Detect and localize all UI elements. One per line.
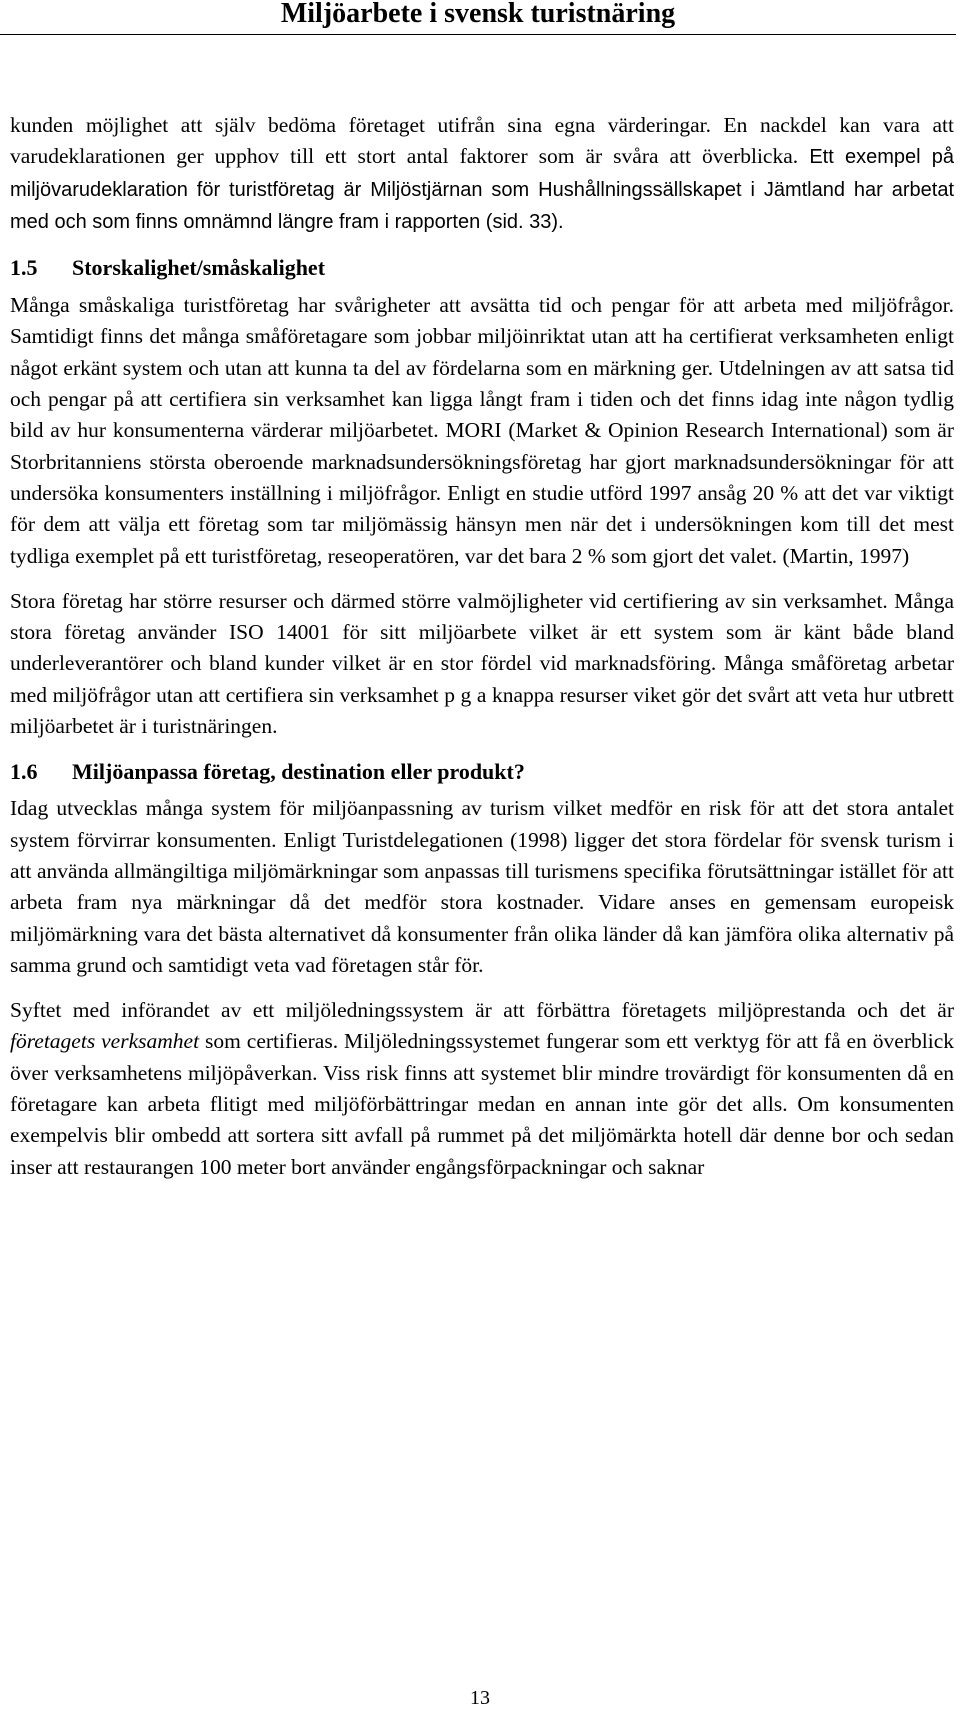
emphasis-text: företagets verksamhet (10, 1029, 200, 1054)
running-title: Miljöarbete i svensk turistnäring (280, 0, 676, 29)
page-header (0, 0, 956, 35)
paragraph-management-system (10, 995, 954, 1183)
paragraph-text: kunden möjlighet att själv bedöma företaget utifrån sina egna värderingar. En nackdel kan vara att varudeklarationen ger upphov till ett stort antal faktorer som är svåra att överblicka. (10, 113, 954, 169)
paragraph-continuation (10, 110, 954, 238)
section-title: Miljöanpassa företag, destination eller produkt? (72, 759, 525, 785)
paragraph-text-sans: Ett exempel på miljövarudeklaration för turistföretag är Miljöstjärnan som Hushållningssällskapet i Jämtland har arbetat med och som finns omnämnd längre fram i rapporten (sid. 33). (10, 146, 954, 233)
section-number: 1.5 (10, 255, 38, 281)
section-heading-1-5 (10, 252, 954, 283)
section-number: 1.6 (10, 759, 38, 785)
paragraph-eco-labels: Idag utvecklas många system för miljöanpassning av turism vilket medför en risk för att det stora antalet system förvirrar konsumenten. Enligt Turistdelegationen (1998) ligger det stora fördelar för svensk turism i att använda allmängiltiga miljömärkningar som anpassas till turismens specifika förutsättningar istället för att arbeta fram nya märkningar då det medför stora kostnader. Vidare anses en gemensam europeisk miljömärkning vara det bästa alternativet då konsumenter från olika länder då kan jämföra olika alternativ på samma grund och samtidigt veta vad företagen står för. (10, 796, 954, 977)
paragraph-text: Syftet med införandet av ett miljöledningssystem är att förbättra företagets miljöprestanda och det är (10, 998, 954, 1023)
section-heading-1-6 (10, 756, 954, 787)
paragraph-text: som certifieras. Miljöledningssystemet fungerar som ett verktyg för att få en överblick över verksamhetens miljöpåverkan. Viss risk finns att systemet blir mindre trovärdigt för konsumenten då en företagare kan arbeta flitigt med miljöförbättringar medan en annan inte gör det alls. Om konsumenten exempelvis blir ombedd att sortera sitt avfall på rummet på det miljömärkta hotell där denne bor och sedan inser att restaurangen 100 meter bort använder engångsförpackningar och saknar (10, 1029, 954, 1179)
page-number: 13 (470, 1687, 490, 1709)
paragraph-large-companies: Stora företag har större resurser och därmed större valmöjligheter vid certifiering av sin verksamhet. Många stora företag använder ISO 14001 för sitt miljöarbete vilket är ett system som är känt både bland underleverantörer och bland kunder vilket är en stor fördel vid marknadsföring. Många småföretag arbetar med miljöfrågor utan att certifiera sin verksamhet p g a knappa resurser viket gör det svårt att veta hur utbrett miljöarbetet är i turistnäringen. (10, 588, 954, 739)
section-title: Storskalighet/småskalighet (72, 255, 326, 281)
paragraph-small-scale: Många småskaliga turistföretag har svårigheter att avsätta tid och pengar för att arbeta med miljöfrågor. Samtidigt finns det många småföretagare som jobbar miljöinriktat utan att ha certifierat verksamheten enligt något erkänt system och utan att kunna ta del av fördelarna som en märkning ger. Utdelningen av att satsa tid och pengar på att certifiera sin verksamhet kan ligga långt fram i tiden och det finns idag inte någon tydlig bild av hur konsumenterna värderar miljöarbetet. MORI (Market & Opinion Research International) som är Storbritanniens största oberoende marknadsundersökningsföretag har gjort marknadsundersökningar för att undersöka konsumenters inställning i miljöfrågor. Enligt en studie utförd 1997 ansåg 20 % att det var viktigt för dem att välja ett företag som tar miljömässig hänsyn men när det i undersökningen kom till det mest tydliga exemplet på ett turistföretag, reseoperatören, var det bara 2 % som gjort det valet. (Martin, 1997) (10, 293, 954, 568)
page-body (10, 110, 954, 1183)
